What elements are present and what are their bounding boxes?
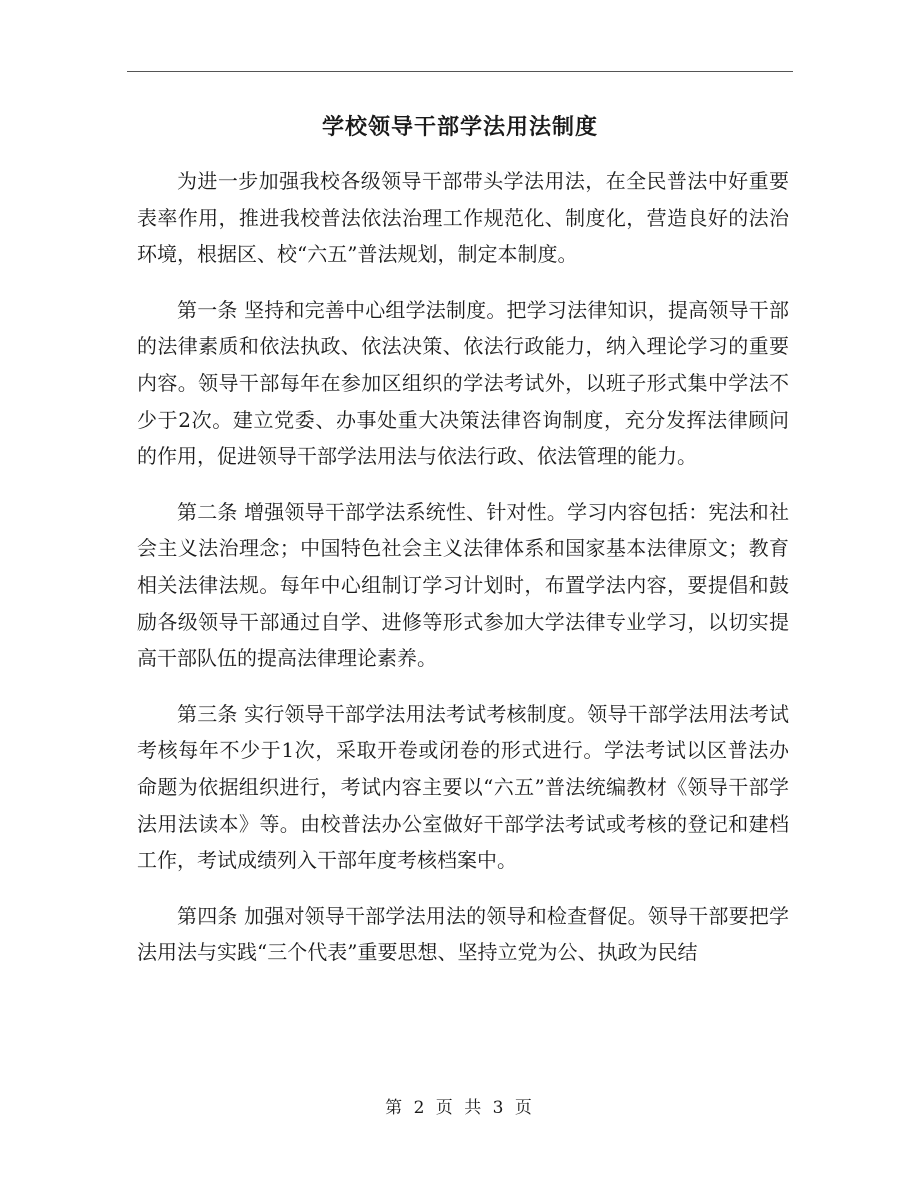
- intro-paragraph: 为进一步加强我校各级领导干部带头学法用法，在全民普法中好重要表率作用，推进我校普法依法治理工作规范化、制度化，营造良好的法治环境，根据区、校“六五”普法规划，制定本制度。: [137, 169, 789, 267]
- document-body: [137, 163, 789, 990]
- document-title: 学校领导干部学法用法制度: [321, 114, 598, 140]
- article-1-paragraph: 第一条 坚持和完善中心组学法制度。把学习法律知识，提高领导干部的法律素质和依法执政、依法决策、依法行政能力，纳入理论学习的重要内容。领导干部每年在参加区组织的学法考试外，以班子形式集中学法不少于2次。建立党委、办事处重大决策法律咨询制度，充分发挥法律顾问的作用，促进领导干部学法用法与依法行政、依法管理的能力。: [137, 297, 789, 469]
- article-2-paragraph: 第二条 增强领导干部学法系统性、针对性。学习内容包括：宪法和社会主义法治理念；中国特色社会主义法律体系和国家基本法律原文；教育相关法律法规。每年中心组制订学习计划时，布置学法内容，要提倡和鼓励各级领导干部通过自学、进修等形式参加大学法律专业学习，以切实提高干部队伍的提高法律理论素养。: [137, 499, 789, 671]
- header-rule: [127, 71, 793, 72]
- page-number-footer: 第 2 页 共 3 页: [385, 1098, 535, 1118]
- article-4-paragraph: 第四条 加强对领导干部学法用法的领导和检查督促。领导干部要把学法用法与实践“三个代表”重要思想、坚持立党为公、执政为民结: [137, 903, 789, 965]
- article-3-paragraph: 第三条 实行领导干部学法用法考试考核制度。领导干部学法用法考试考核每年不少于1次，采取开卷或闭卷的形式进行。学法考试以区普法办命题为依据组织进行，考试内容主要以“六五”普法统编教材《领导干部学法用法读本》等。由校普法办公室做好干部学法考试或考核的登记和建档工作，考试成绩列入干部年度考核档案中。: [137, 701, 789, 873]
